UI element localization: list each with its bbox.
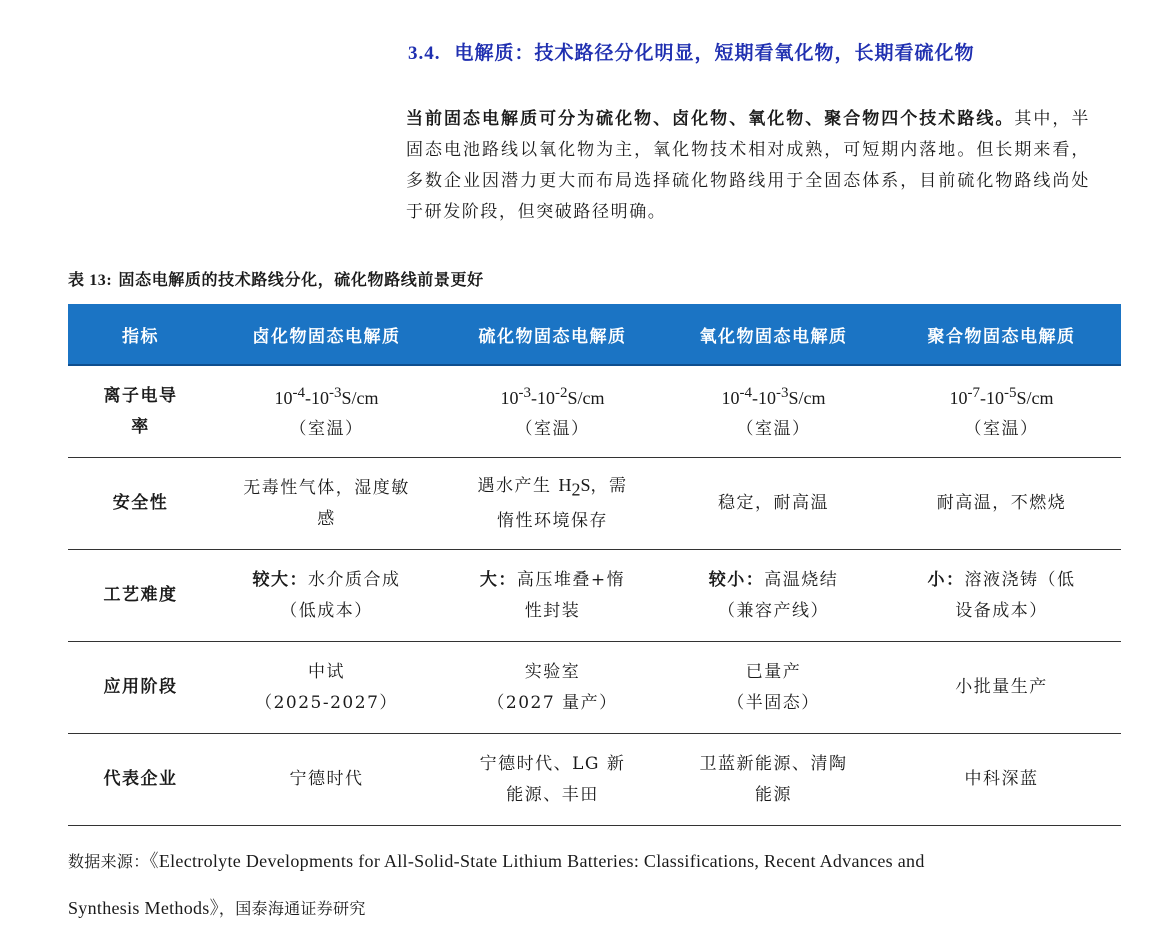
source-suffix: ，国泰海通证券研究 <box>218 899 366 918</box>
cell-halide-safety: 无毒性气体，湿度敏 感 <box>213 458 440 550</box>
row-label-process: 工艺难度 <box>68 550 213 642</box>
header-sulfide: 硫化物固态电解质 <box>440 304 665 365</box>
cell-sulfide-companies: 宁德时代、LG 新 能源、丰田 <box>440 734 665 826</box>
source-reference-line-2: Synthesis Methods》 <box>68 898 219 918</box>
table-row-process <box>68 550 1121 642</box>
section-number: 3.4. <box>408 43 441 64</box>
row-label-conductivity: 离子电导 率 <box>68 365 213 458</box>
cell-halide-companies: 宁德时代 <box>213 734 440 826</box>
cell-polymer-safety: 耐高温，不燃烧 <box>882 458 1121 550</box>
cell-halide-stage: 中试 （2025-2027） <box>213 642 440 734</box>
table-row-stage <box>68 642 1121 734</box>
cell-polymer-process: 小：溶液浇铸（低 设备成本） <box>882 550 1121 642</box>
cell-oxide-process: 较小：高温烧结 （兼容产线） <box>665 550 882 642</box>
cell-halide-process: 较大：水介质合成 （低成本） <box>213 550 440 642</box>
cell-polymer-companies: 中科深蓝 <box>882 734 1121 826</box>
cell-sulfide-safety: 遇水产生 $H_2S$，需 惰性环境保存 <box>440 458 665 550</box>
cell-oxide-stage: 已量产 （半固态） <box>665 642 882 734</box>
header-halide: 卤化物固态电解质 <box>213 304 440 365</box>
intro-rest: 其中，半固态电池路线以氧化物为主，氧化物技术相对成熟，可短期内落地。但长期来看，多数企业因潜力更大而布局选择硫化物路线用于全固态体系，目前硫化物路线尚处于研发阶段，但突破路径明确。 <box>406 109 1090 222</box>
source-label: 数据来源： <box>68 852 150 871</box>
table-row-safety <box>68 458 1121 550</box>
cell-polymer-conductivity: $10^{-7}-10^{-5}S/cm$ （室温） <box>882 365 1121 458</box>
row-label-stage: 应用阶段 <box>68 642 213 734</box>
section-title-text: 电解质：技术路径分化明显，短期看氧化物，长期看硫化物 <box>454 42 975 64</box>
header-polymer: 聚合物固态电解质 <box>882 304 1121 365</box>
cell-oxide-conductivity: $10^{-4}-10^{-3}S/cm$ （室温） <box>665 365 882 458</box>
row-label-safety: 安全性 <box>68 458 213 550</box>
source-reference-line-1: 《Electrolyte Developments for All-Solid-State Lithium Batteries: Classifications, Recent Advances and <box>149 851 925 871</box>
electrolyte-comparison-table <box>68 304 1121 826</box>
table-caption <box>68 267 484 290</box>
row-label-companies: 代表企业 <box>68 734 213 826</box>
cell-halide-conductivity: $10^{-4}-10^{-3}S/cm$ （室温） <box>213 365 440 458</box>
cell-sulfide-process: 大：高压堆叠+惰 性封装 <box>440 550 665 642</box>
header-oxide: 氧化物固态电解质 <box>665 304 882 365</box>
cell-oxide-companies: 卫蓝新能源、清陶 能源 <box>665 734 882 826</box>
source-note <box>68 838 1128 932</box>
section-title <box>408 38 975 65</box>
intro-paragraph <box>406 104 1090 228</box>
cell-oxide-safety: 稳定，耐高温 <box>665 458 882 550</box>
header-indicator: 指标 <box>68 304 213 365</box>
intro-bold-sentence: 当前固态电解质可分为硫化物、卤化物、氧化物、聚合物四个技术路线。 <box>406 109 1015 129</box>
cell-sulfide-conductivity: $10^{-3}-10^{-2}S/cm$ （室温） <box>440 365 665 458</box>
table-caption-text: 固态电解质的技术路线分化，硫化物路线前景更好 <box>118 270 484 289</box>
cell-sulfide-stage: 实验室 （2027 量产） <box>440 642 665 734</box>
cell-polymer-stage: 小批量生产 <box>882 642 1121 734</box>
table-row-conductivity <box>68 365 1121 458</box>
table-row-companies <box>68 734 1121 826</box>
table-caption-number: 表 13: <box>68 272 113 289</box>
table-header-row <box>68 304 1121 365</box>
